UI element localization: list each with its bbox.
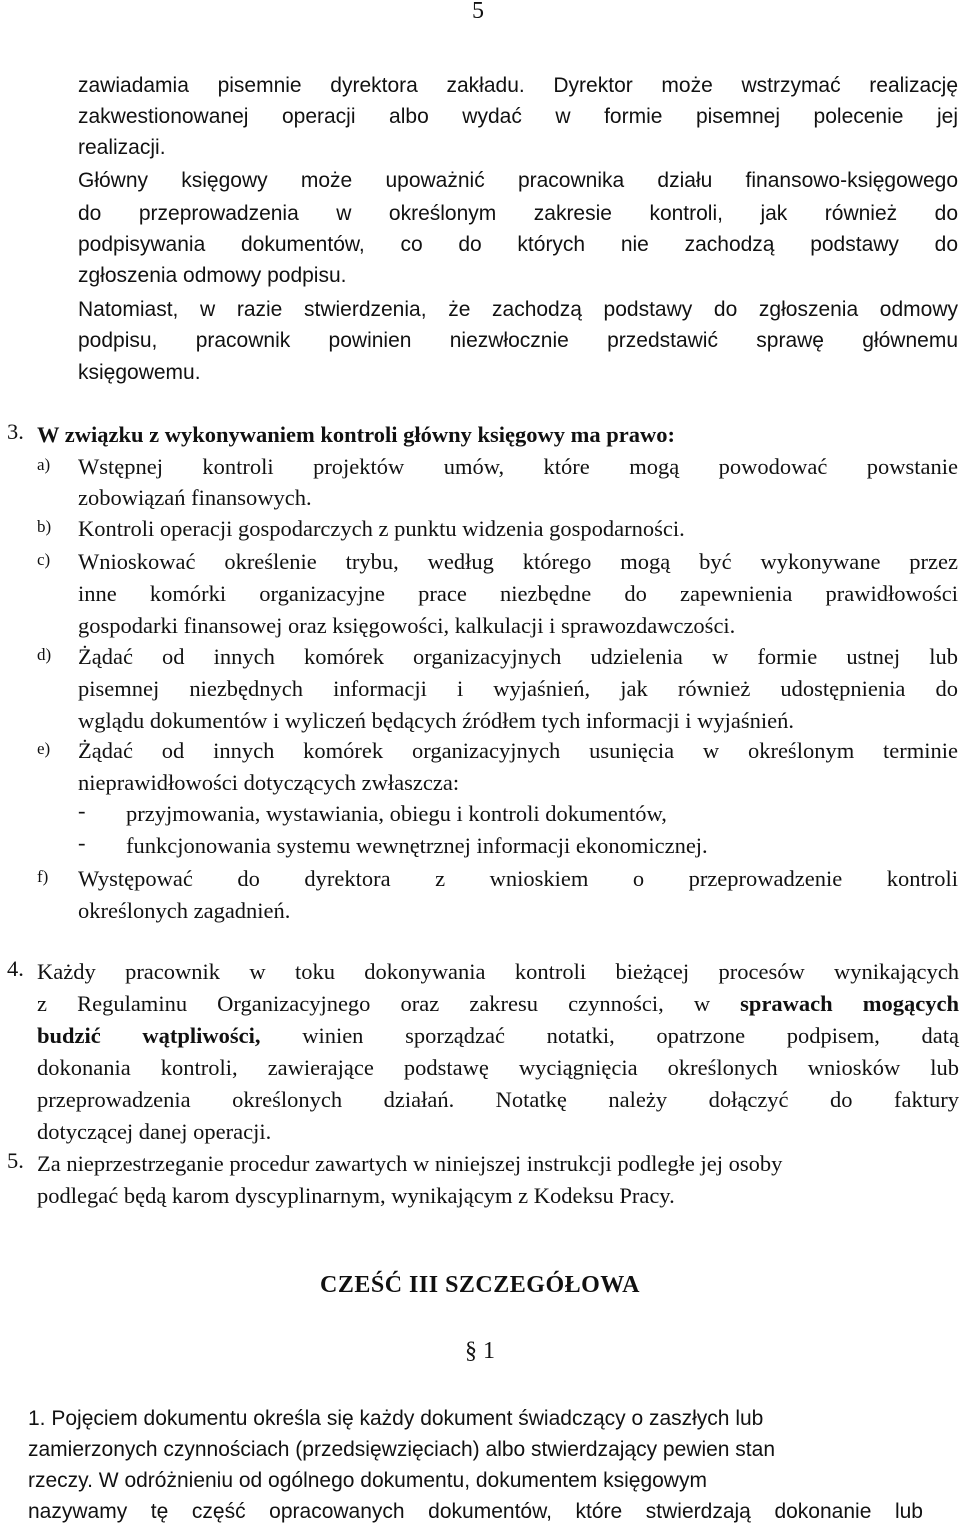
section-4-bold-text: sprawach mogących — [740, 991, 959, 1016]
section-5-line: Za nieprzestrzeganie procedur zawartych w niniejszej instrukcji podległe jej osoby — [37, 1151, 783, 1176]
list-marker-b: b) — [37, 517, 52, 536]
list-item-c-line: inne komórki organizacyjne prace niezbędne do zapewnienia prawidłowości — [78, 581, 958, 606]
section-4-text: winien sporządzać notatki, opatrzone podpisem, datą — [260, 1023, 960, 1048]
text-line: rzeczy. W odróżnieniu od ogólnego dokumentu, dokumentem księgowym — [28, 1469, 707, 1492]
list-item-a-line: Wstępnej kontroli projektów umów, które mogą powodować powstanie — [78, 454, 958, 479]
section-3-title: W związku z wykonywaniem kontroli główny księgowy ma prawo: — [37, 422, 675, 447]
list-item-e-line: Żądać od innych komórek organizacyjnych usunięcia w określonym terminie — [78, 738, 958, 763]
text-line: zamierzonych czynnościach (przedsięwzięciach) albo stwierdzający pewien stan — [28, 1438, 775, 1461]
list-item-d-line: wglądu dokumentów i wyliczeń będących źródłem tych informacji i wyjaśnień. — [78, 708, 795, 733]
section-4-text: z Regulaminu Organizacyjnego oraz zakresu czynności, w — [37, 991, 741, 1016]
text-line: zgłoszenia odmowy podpisu. — [78, 264, 347, 287]
list-marker-c: c) — [37, 550, 51, 569]
paragraph-mark: § 1 — [465, 1338, 495, 1364]
section-4-bold-text: budzić wątpliwości, — [37, 1023, 261, 1048]
text-line: do przeprowadzenia w określonym zakresie kontroli, jak również do — [78, 202, 958, 225]
part-heading: CZEŚĆ III SZCZEGÓŁOWA — [320, 1272, 640, 1298]
list-marker-e: e) — [37, 739, 51, 758]
list-item-d-line: Żądać od innych komórek organizacyjnych udzielenia w formie ustnej lub — [78, 644, 958, 669]
list-item-f-line: Występować do dyrektora z wnioskiem o przeprowadzenie kontroli — [78, 866, 958, 891]
text-line: Główny księgowy może upoważnić pracownika działu finansowo-księgowego — [78, 169, 958, 192]
text-line: zawiadamia pisemnie dyrektora zakładu. Dyrektor może wstrzymać realizację — [78, 74, 958, 97]
dash-marker: - — [78, 798, 86, 823]
text-line: podpisu, pracownik powinien niezwłocznie przedstawić sprawę głównemu — [78, 329, 958, 352]
section-4-line: dotyczącej danej operacji. — [37, 1119, 272, 1144]
list-marker-a: a) — [37, 455, 51, 474]
section-3-number: 3. — [7, 419, 24, 444]
list-item-e-line: nieprawidłowości dotyczących zwłaszcza: — [78, 770, 460, 795]
section-4-number: 4. — [7, 956, 24, 981]
list-item-c-line: gospodarki finansowej oraz księgowości, kalkulacji i sprawozdawczości. — [78, 613, 736, 638]
text-line: 1. Pojęciem dokumentu określa się każdy dokument świadczący o zaszłych lub — [28, 1407, 764, 1430]
list-item-a-line: zobowiązań finansowych. — [78, 485, 312, 510]
list-item-d-line: pisemnej niezbędnych informacji i wyjaśnień, jak również udostępnienia do — [78, 676, 958, 701]
section-4-line: przeprowadzenia określonych działań. Notatkę należy dołączyć do faktury — [37, 1087, 959, 1112]
list-marker-f: f) — [37, 867, 49, 886]
section-5-number: 5. — [7, 1148, 24, 1173]
text-line: realizacji. — [78, 136, 166, 159]
text-line: nazywamy tę część opracowanych dokumentów, które stwierdzają dokonanie lub — [28, 1500, 923, 1523]
section-4-line: Każdy pracownik w toku dokonywania kontroli bieżącej procesów wynikających — [37, 959, 959, 984]
dash-marker: - — [78, 830, 86, 855]
section-4-line — [37, 988, 959, 1019]
dash-item-line: funkcjonowania systemu wewnętrznej informacji ekonomicznej. — [126, 833, 708, 858]
text-line: zakwestionowanej operacji albo wydać w formie pisemnej polecenie jej — [78, 105, 958, 128]
section-5-line: podlegać będą karom dyscyplinarnym, wynikającym z Kodeksu Pracy. — [37, 1183, 675, 1208]
section-4-line: dokonania kontroli, zawierające podstawę wyciągnięcia określonych wniosków lub — [37, 1055, 959, 1080]
page-number: 5 — [472, 0, 484, 24]
list-item-f-line: określonych zagadnień. — [78, 898, 291, 923]
list-marker-d: d) — [37, 645, 52, 664]
section-4-line — [37, 1020, 959, 1051]
dash-item-line: przyjmowania, wystawiania, obiegu i kontroli dokumentów, — [126, 801, 667, 826]
list-item-b-line: Kontroli operacji gospodarczych z punktu widzenia gospodarności. — [78, 516, 685, 541]
text-line: podpisywania dokumentów, co do których nie zachodzą podstawy do — [78, 233, 958, 256]
text-line: księgowemu. — [78, 361, 201, 384]
list-item-c-line: Wnioskować określenie trybu, według którego mogą być wykonywane przez — [78, 549, 958, 574]
text-line: Natomiast, w razie stwierdzenia, że zachodzą podstawy do zgłoszenia odmowy — [78, 298, 958, 321]
